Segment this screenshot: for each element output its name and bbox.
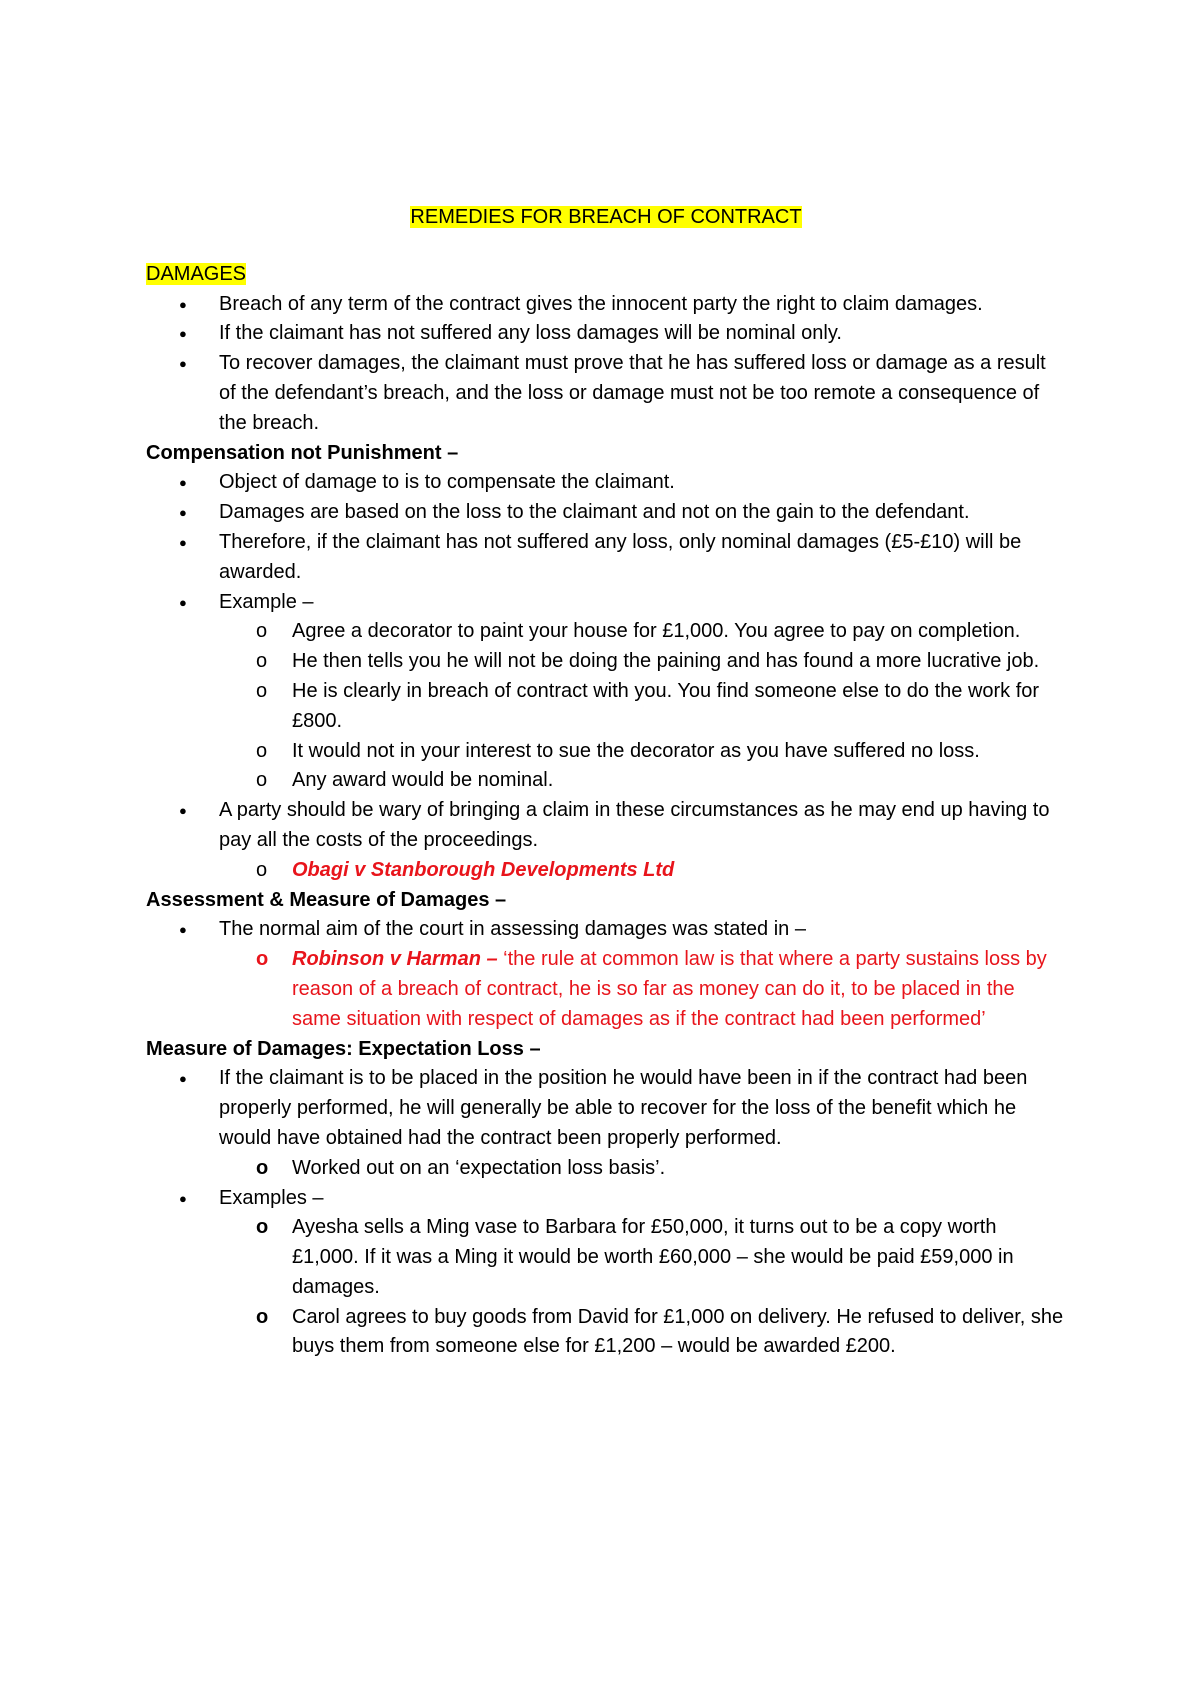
obagi-sublist [146, 856, 1066, 886]
sub-list-item: o Any award would be nominal. [146, 766, 1066, 796]
examples-sublist [146, 1213, 1066, 1362]
sub-list-item: o He then tells you he will not be doing the paining and has found a more lucrative job. [146, 647, 1066, 677]
list-item: ● To recover damages, the claimant must prove that he has suffered loss or damage as a result of the defendant’s breach, and the loss or damage must not be too remote a consequence of the breach. [146, 349, 1066, 438]
sub-list-item [146, 856, 1066, 886]
expectation-heading: Measure of Damages: Expectation Loss – [146, 1037, 541, 1060]
document-body [146, 203, 1066, 1362]
case-citation-obagi: Obagi v Stanborough Developments Ltd [292, 858, 675, 881]
case-citation-robinson: Robinson v Harman – [292, 948, 498, 971]
robinson-sublist [146, 945, 1066, 1034]
sub-list-item: o It would not in your interest to sue the decorator as you have suffered no loss. [146, 737, 1066, 767]
expectation-sublist [146, 1154, 1066, 1184]
sub-list-item: o He is clearly in breach of contract with you. You find someone else to do the work for £800. [146, 677, 1066, 737]
list-item: ● If the claimant has not suffered any loss damages will be nominal only. [146, 319, 1066, 349]
page-title: REMEDIES FOR BREACH OF CONTRACT [410, 206, 802, 228]
compensation-heading: Compensation not Punishment – [146, 441, 459, 464]
list-item: ● A party should be wary of bringing a claim in these circumstances as he may end up having to pay all the costs of the proceedings. [146, 796, 1066, 856]
list-item: ● Damages are based on the loss to the claimant and not on the gain to the defendant. [146, 498, 1066, 528]
wary-list [146, 796, 1066, 856]
sub-list-item: o Worked out on an ‘expectation loss basis’. [146, 1154, 1066, 1184]
sub-list-item: o Carol agrees to buy goods from David for £1,000 on delivery. He refused to deliver, she buys them from someone else for £1,200 – would be awarded £200. [146, 1303, 1066, 1363]
list-item: ● Breach of any term of the contract gives the innocent party the right to claim damages. [146, 290, 1066, 320]
list-item: ● Object of damage to is to compensate the claimant. [146, 468, 1066, 498]
examples-list [146, 1184, 1066, 1214]
list-item: ● Therefore, if the claimant has not suffered any loss, only nominal damages (£5-£10) will be awarded. [146, 528, 1066, 588]
sub-list-item: o Agree a decorator to paint your house for £1,000. You agree to pay on completion. [146, 617, 1066, 647]
damages-heading-line [146, 260, 1066, 290]
list-item: ● If the claimant is to be placed in the position he would have been in if the contract had been properly performed, he will generally be able to recover for the loss of the benefit which he would have obtained had the contract been properly performed. [146, 1064, 1066, 1153]
case-quote: ‘the rule at common law is that where a party sustains loss by reason of a breach of contract, he is so far as money can do it, to be placed in the same situation with respect of damages as if the contract had been performed’ [292, 948, 1047, 1030]
sub-list-item [146, 945, 1066, 1034]
damages-heading: DAMAGES [146, 262, 247, 285]
assessment-heading: Assessment & Measure of Damages – [146, 888, 507, 911]
assessment-list [146, 915, 1066, 945]
title-line [146, 203, 1066, 233]
expectation-list [146, 1064, 1066, 1153]
example-sublist [146, 617, 1066, 796]
list-item: ● Example – [146, 588, 1066, 618]
damages-list [146, 290, 1066, 439]
compensation-list [146, 468, 1066, 617]
list-item: ● The normal aim of the court in assessing damages was stated in – [146, 915, 1066, 945]
list-item: ● Examples – [146, 1184, 1066, 1214]
sub-list-item: o Ayesha sells a Ming vase to Barbara for £50,000, it turns out to be a copy worth £1,000. If it was a Ming it would be worth £60,000 – she would be paid £59,000 in damages. [146, 1213, 1066, 1302]
